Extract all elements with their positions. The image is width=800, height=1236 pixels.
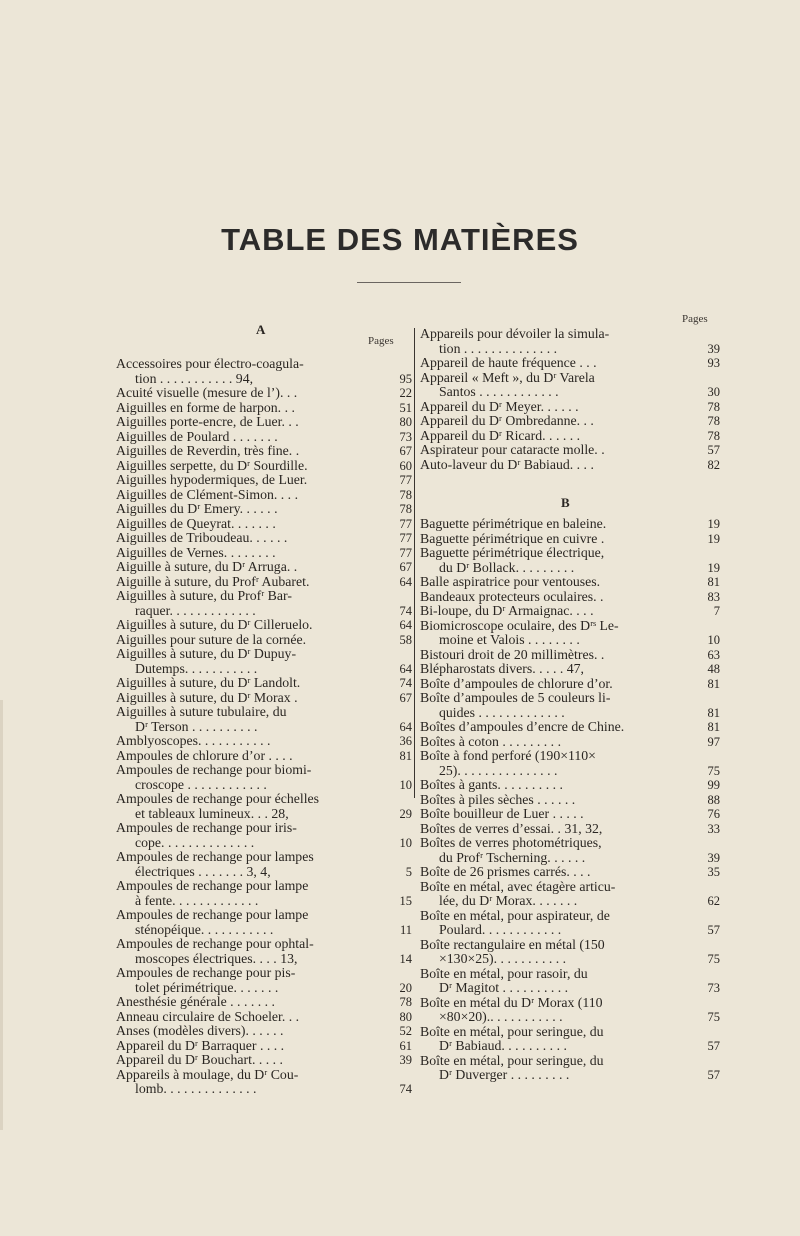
entry-page-number: 67: [399, 690, 412, 705]
right-b-entry: [420, 691, 720, 720]
left-entry: [116, 430, 412, 445]
entry-page-number: 64: [399, 618, 412, 632]
entry-text: Ampoules de rechange pour lampes: [116, 849, 314, 864]
right-b-entry: [420, 778, 720, 793]
left-entry: [116, 1068, 412, 1097]
entry-text: Boîte d’ampoules de 5 couleurs li-: [420, 690, 611, 705]
entry-text: Anses (modèles divers). . . . . .: [116, 1023, 284, 1038]
entry-text-continuation: raquer. . . . . . . . . . . . .: [135, 602, 256, 618]
entry-page-number: 78: [707, 414, 720, 428]
entry-text: Aspirateur pour cataracte molle. .: [420, 442, 605, 457]
entry-page-number: 62: [707, 894, 720, 908]
left-entry: [116, 1024, 412, 1039]
entry-text-continuation: tolet périmétrique. . . . . . .: [135, 979, 279, 995]
left-entry: [116, 415, 412, 430]
pages-header-right: Pages: [682, 313, 708, 325]
left-entry: [116, 705, 412, 734]
entry-text: Aiguilles du Dʳ Emery. . . . . .: [116, 501, 278, 516]
entry-text: Boîte en métal, pour seringue, du: [420, 1052, 604, 1068]
entry-text: Appareil du Dʳ Ombredanne. . .: [420, 413, 594, 428]
entry-page-number: 75: [707, 952, 720, 966]
left-entry: [116, 937, 412, 966]
left-entry: [116, 691, 412, 706]
entry-page-number: 74: [399, 1082, 412, 1096]
right-a-entry: [420, 414, 720, 429]
left-entry: [116, 589, 412, 618]
entry-text-continuation: du Dʳ Bollack. . . . . . . . .: [439, 559, 575, 575]
entry-text: Bistouri droit de 20 millimètres. .: [420, 646, 605, 662]
left-entry: [116, 1053, 412, 1068]
entry-text: Anneau circulaire de Schoeler. . .: [116, 1008, 300, 1024]
entry-text-continuation: tion . . . . . . . . . . . . . .: [439, 340, 558, 356]
right-b-entry: [420, 662, 720, 677]
entry-text: Boîte en métal, pour seringue, du: [420, 1023, 604, 1039]
right-b-entry: [420, 865, 720, 880]
entry-text: Aiguilles hypodermiques, de Luer.: [116, 472, 308, 487]
entry-page-number: 73: [399, 429, 412, 444]
entry-page-number: 57: [707, 923, 720, 937]
entry-text-continuation: électriques . . . . . . . 3, 4,: [135, 863, 271, 879]
left-entry: [116, 1010, 412, 1025]
entry-text: Boîte en métal du Dʳ Morax (110: [420, 994, 603, 1010]
entry-text: Aiguilles à suture, du Dʳ Landolt.: [116, 675, 301, 690]
right-b-entry: [420, 677, 720, 692]
entry-page-number: 15: [399, 893, 412, 908]
entry-text: Boîte en métal, pour aspirateur, de: [420, 907, 610, 923]
left-entry: [116, 531, 412, 546]
entry-text-continuation: moine et Valois . . . . . . . .: [439, 632, 580, 647]
left-entry: [116, 386, 412, 401]
entry-page-number: 78: [399, 487, 412, 502]
right-b-entry: [420, 575, 720, 590]
entry-text-continuation: cope. . . . . . . . . . . . . .: [135, 834, 255, 850]
entry-text: Boîte bouilleur de Luer . . . . .: [420, 806, 584, 821]
entry-text: Blépharostats divers. . . . . 47,: [420, 661, 585, 676]
right-b-entry: [420, 836, 720, 865]
entry-text-continuation: ×130×25). . . . . . . . . . .: [439, 951, 567, 966]
right-b-entry: [420, 749, 720, 778]
entry-text: Bi-loupe, du Dʳ Armaignac. . . .: [420, 603, 594, 618]
entry-page-number: 76: [707, 807, 720, 821]
entry-page-number: 80: [399, 1009, 412, 1024]
entry-text: Aiguilles de Queyrat. . . . . . .: [116, 515, 276, 531]
entry-page-number: 33: [707, 821, 720, 836]
entry-text-continuation: Poulard. . . . . . . . . . . .: [439, 922, 562, 937]
entry-text: Appareils pour dévoiler la simula-: [420, 326, 610, 341]
entry-page-number: 97: [707, 734, 720, 749]
entry-page-number: 93: [707, 356, 720, 370]
right-b-entry: [420, 793, 720, 808]
entry-text: Ampoules de rechange pour iris-: [116, 820, 297, 835]
entry-text: Aiguilles serpette, du Dʳ Sourdille.: [116, 457, 308, 473]
entry-page-number: 39: [707, 341, 720, 356]
left-entry: [116, 459, 412, 474]
entry-text: Boîte de 26 prismes carrés. . . .: [420, 864, 591, 879]
left-entry: [116, 850, 412, 879]
entry-page-number: 7: [713, 604, 720, 618]
entry-text: Aiguilles de Clément-Simon. . . .: [116, 486, 299, 502]
right-a-entry: [420, 371, 720, 400]
right-b-entry: [420, 590, 720, 605]
entry-page-number: 78: [399, 502, 412, 516]
entry-text-continuation: Dʳ Terson . . . . . . . . . .: [135, 718, 258, 734]
left-entry: [116, 879, 412, 908]
entry-page-number: 64: [399, 574, 412, 589]
entry-page-number: 74: [399, 603, 412, 618]
entry-page-number: 39: [707, 850, 720, 865]
right-b-entry: [420, 1025, 720, 1054]
entry-text-continuation: et tableaux lumineux. . . 28,: [135, 805, 289, 821]
entry-text: Boîtes à gants. . . . . . . . . .: [420, 777, 563, 792]
entry-text: Boîte en métal, avec étagère articu-: [420, 878, 616, 894]
right-b-entry: [420, 604, 720, 619]
left-entry: [116, 517, 412, 532]
right-b-entry: [420, 648, 720, 663]
right-a-entry: [420, 443, 720, 458]
entry-text: Biomicroscope oculaire, des Dʳˢ Le-: [420, 617, 619, 633]
entry-text-continuation: du Profʳ Tscherning. . . . . .: [439, 849, 586, 865]
entry-page-number: 30: [707, 385, 720, 399]
entry-page-number: 10: [399, 777, 412, 792]
entry-text: Appareil de haute fréquence . . .: [420, 355, 597, 370]
entry-text-continuation: lomb. . . . . . . . . . . . . .: [135, 1081, 257, 1096]
right-b-entry: [420, 967, 720, 996]
entry-page-number: 81: [707, 676, 720, 691]
entry-text: Appareil du Dʳ Bouchart. . . . .: [116, 1052, 283, 1067]
entry-text-continuation: Dʳ Magitot . . . . . . . . . .: [439, 980, 569, 995]
right-b-entry: [420, 735, 720, 750]
entry-text-continuation: croscope . . . . . . . . . . . .: [135, 776, 267, 792]
entry-text-continuation: lée, du Dʳ Morax. . . . . . .: [439, 893, 578, 908]
entry-page-number: 10: [707, 633, 720, 647]
left-entry: [116, 1039, 412, 1054]
right-b-entry: [420, 909, 720, 938]
left-entry: [116, 734, 412, 749]
left-entry: [116, 792, 412, 821]
entry-text: Aiguilles à suture tubulaire, du: [116, 704, 287, 719]
right-b-entry: [420, 822, 720, 837]
entry-text: Aiguilles à suture, du Dʳ Cilleruelo.: [116, 617, 313, 632]
left-entry: [116, 618, 412, 633]
entry-text: Ampoules de rechange pour biomi-: [116, 762, 312, 777]
right-b-entry: [420, 546, 720, 575]
entry-text: Ampoules de chlorure d’or . . . .: [116, 747, 293, 763]
entry-text-continuation: 25). . . . . . . . . . . . . . .: [439, 762, 558, 778]
entry-page-number: 57: [707, 1068, 720, 1082]
right-a-entry: [420, 400, 720, 415]
entry-text-continuation: Dʳ Babiaud. . . . . . . . . .: [439, 1038, 567, 1053]
entry-text: Aiguilles pour suture de la cornée.: [116, 631, 307, 647]
entry-page-number: 81: [707, 575, 720, 589]
entry-text: Ampoules de rechange pour pis-: [116, 965, 296, 980]
entry-page-number: 82: [707, 457, 720, 472]
entry-page-number: 57: [707, 443, 720, 457]
entry-text: Boîtes à piles sèches . . . . . .: [420, 791, 576, 807]
entry-text: Appareil du Dʳ Barraquer . . . .: [116, 1037, 285, 1053]
entry-text: Boîte à fond perforé (190×110×: [420, 748, 596, 763]
left-entry: [116, 357, 412, 386]
right-a-entry: [420, 458, 720, 473]
entry-text: Aiguilles de Triboudeau. . . . . .: [116, 530, 288, 545]
entry-text: Baguette périmétrique électrique,: [420, 545, 605, 560]
entry-page-number: 78: [399, 995, 412, 1009]
entry-text: Accessoires pour électro-coagula-: [116, 356, 304, 371]
entry-text: Ampoules de rechange pour lampe: [116, 907, 309, 922]
right-b-entry: [420, 532, 720, 547]
section-letter-b: B: [561, 495, 570, 510]
entry-text: Ampoules de rechange pour lampe: [116, 878, 309, 893]
entry-page-number: 11: [399, 922, 412, 937]
entry-page-number: 67: [399, 444, 412, 458]
left-entry: [116, 763, 412, 792]
entry-text: Ampoules de rechange pour échelles: [116, 791, 320, 806]
entry-page-number: 81: [707, 720, 720, 734]
entry-page-number: 29: [399, 806, 412, 821]
entry-page-number: 77: [399, 545, 412, 560]
entry-page-number: 80: [399, 415, 412, 429]
page-title: TABLE DES MATIÈRES: [221, 222, 579, 257]
entry-text: Aiguilles porte-encre, de Luer. . .: [116, 414, 299, 429]
entry-page-number: 77: [399, 473, 412, 487]
entry-page-number: 19: [707, 517, 720, 531]
entry-text: Boîte d’ampoules de chlorure d’or.: [420, 675, 613, 691]
entry-text-continuation: Santos . . . . . . . . . . . .: [439, 384, 559, 399]
left-entry: [116, 560, 412, 575]
entry-text: Balle aspiratrice pour ventouses.: [420, 574, 601, 589]
section-letter-a: A: [256, 322, 266, 337]
right-b-entry: [420, 996, 720, 1025]
entry-page-number: 78: [707, 399, 720, 414]
entry-text: Appareils à moulage, du Dʳ Cou-: [116, 1066, 299, 1082]
page-edge-shadow: [0, 700, 3, 1130]
entry-page-number: 52: [399, 1024, 412, 1038]
entry-page-number: 75: [707, 1010, 720, 1024]
entry-text: Amblyoscopes. . . . . . . . . . .: [116, 733, 271, 748]
entry-page-number: 64: [399, 719, 412, 734]
left-entry: [116, 647, 412, 676]
left-entry: [116, 908, 412, 937]
entry-text: Boîtes de verres photométriques,: [420, 835, 602, 850]
entry-text: Appareil « Meft », du Dʳ Varela: [420, 369, 595, 385]
entry-page-number: 35: [707, 865, 720, 879]
entry-text: Aiguilles à suture, du Profʳ Bar-: [116, 588, 292, 603]
entry-text: Auto-laveur du Dʳ Babiaud. . . .: [420, 456, 594, 472]
left-entry: [116, 749, 412, 764]
entry-text: Aiguilles à suture, du Dʳ Morax .: [116, 689, 298, 705]
right-b-entry: [420, 1054, 720, 1083]
entry-page-number: 19: [707, 560, 720, 575]
entry-page-number: 22: [399, 386, 412, 400]
entry-text: Boîte en métal, pour rasoir, du: [420, 965, 588, 981]
entry-page-number: 88: [707, 792, 720, 807]
entry-text: Bandeaux protecteurs oculaires. .: [420, 588, 604, 604]
right-b-entry: [420, 619, 720, 648]
entry-page-number: 83: [707, 589, 720, 604]
column-divider: [414, 328, 415, 798]
entry-text-continuation: moscopes électriques. . . . 13,: [135, 950, 298, 966]
entry-text-continuation: ×80×20).. . . . . . . . . . .: [439, 1009, 563, 1024]
right-a-entry: [420, 327, 720, 356]
entry-text: Aiguilles de Poulard . . . . . . .: [116, 428, 278, 444]
entry-text: Appareil du Dʳ Meyer. . . . . .: [420, 398, 579, 414]
entry-page-number: 48: [707, 662, 720, 676]
entry-text: Aiguille à suture, du Dʳ Arruga. .: [116, 559, 298, 574]
entry-text-continuation: tion . . . . . . . . . . . 94,: [135, 370, 254, 386]
right-b-entry: [420, 807, 720, 822]
entry-text: Aiguilles de Reverdin, très fine. .: [116, 443, 300, 458]
left-entry: [116, 401, 412, 416]
entry-text-continuation: quides . . . . . . . . . . . . .: [439, 704, 565, 720]
entry-page-number: 5: [405, 864, 412, 879]
left-entry: [116, 633, 412, 648]
entry-text: Anesthésie générale . . . . . . .: [116, 994, 275, 1009]
entry-text: Aiguille à suture, du Profʳ Aubaret.: [116, 573, 310, 589]
entry-text: Boîtes à coton . . . . . . . . .: [420, 733, 562, 749]
entry-page-number: 81: [707, 705, 720, 720]
left-entry: [116, 575, 412, 590]
entry-page-number: 19: [707, 531, 720, 546]
entry-page-number: 51: [399, 400, 412, 415]
entry-text: Baguette périmétrique en cuivre .: [420, 530, 605, 546]
entry-page-number: 10: [399, 835, 412, 850]
left-entry: [116, 676, 412, 691]
entry-page-number: 74: [399, 676, 412, 690]
entry-page-number: 95: [399, 371, 412, 386]
entry-page-number: 77: [399, 531, 412, 545]
entry-text-continuation: sténopéique. . . . . . . . . . .: [135, 921, 274, 937]
left-entry: [116, 966, 412, 995]
entry-page-number: 14: [399, 951, 412, 966]
right-b-entry: [420, 517, 720, 532]
entry-text: Acuité visuelle (mesure de l’). . .: [116, 385, 298, 400]
left-entry: [116, 488, 412, 503]
entry-page-number: 67: [399, 560, 412, 574]
entry-page-number: 58: [399, 632, 412, 647]
title-rule: [357, 282, 461, 283]
right-b-entry: [420, 720, 720, 735]
entry-page-number: 61: [399, 1038, 412, 1053]
entry-page-number: 81: [399, 748, 412, 763]
entry-text: Baguette périmétrique en baleine.: [420, 516, 607, 531]
left-entry: [116, 502, 412, 517]
pages-header-left: Pages: [368, 335, 394, 347]
left-entry: [116, 821, 412, 850]
right-b-entry: [420, 938, 720, 967]
right-a-entry: [420, 429, 720, 444]
left-entry: [116, 473, 412, 488]
entry-text: Boîtes de verres d’essai. . 31, 32,: [420, 820, 603, 836]
right-a-entry: [420, 356, 720, 371]
entry-page-number: 39: [399, 1053, 412, 1067]
entry-text: Appareil du Dʳ Ricard. . . . . .: [420, 427, 581, 443]
entry-text: Aiguilles de Vernes. . . . . . . .: [116, 544, 276, 560]
entry-page-number: 77: [399, 516, 412, 531]
entry-page-number: 75: [707, 763, 720, 778]
entry-text-continuation: à fente. . . . . . . . . . . . .: [135, 892, 259, 908]
entry-text: Boîtes d’ampoules d’encre de Chine.: [420, 719, 625, 734]
entry-page-number: 20: [399, 980, 412, 995]
entry-text: Aiguilles en forme de harpon. . .: [116, 399, 295, 415]
entry-page-number: 60: [399, 458, 412, 473]
entry-page-number: 57: [707, 1039, 720, 1053]
right-b-entry: [420, 880, 720, 909]
entry-text: Boîte rectangulaire en métal (150: [420, 936, 605, 952]
entry-page-number: 78: [707, 428, 720, 443]
entry-text-continuation: Dutemps. . . . . . . . . . .: [135, 660, 258, 676]
left-entry: [116, 444, 412, 459]
entry-page-number: 73: [707, 981, 720, 995]
entry-text: Ampoules de rechange pour ophtal-: [116, 936, 314, 951]
entry-page-number: 36: [399, 734, 412, 748]
entry-page-number: 63: [707, 647, 720, 662]
entry-text: Aiguilles à suture, du Dʳ Dupuy-: [116, 646, 297, 661]
left-entry: [116, 995, 412, 1010]
entry-page-number: 99: [707, 778, 720, 792]
left-entry: [116, 546, 412, 561]
entry-page-number: 64: [399, 661, 412, 676]
entry-text-continuation: Dʳ Duverger . . . . . . . . .: [439, 1067, 570, 1082]
